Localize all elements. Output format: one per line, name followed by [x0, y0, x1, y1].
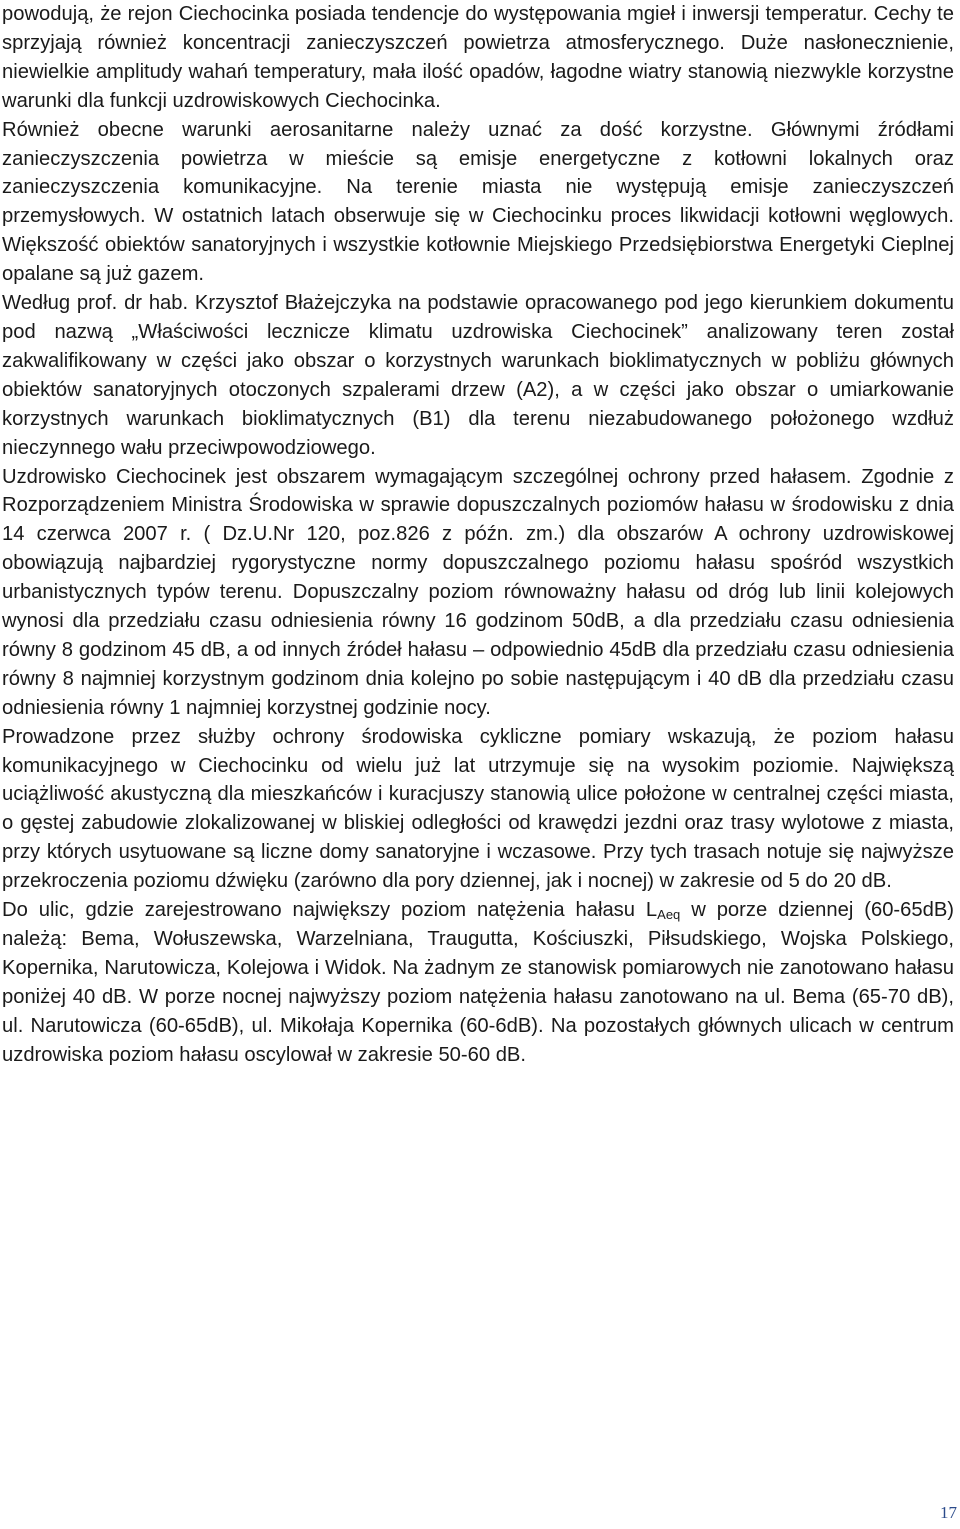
paragraph-air-quality: Również obecne warunki aerosanitarne należy uznać za dość korzystne. Głównymi źródłami zanieczyszczenia powietrza w mieście są emisje energetyczne z kotłowni lokalnych oraz zanieczyszczenia komunikacyjne. Na terenie miasta nie występują emisje zanieczyszczeń przemysłowych. W ostatnich latach obserwuje się w Ciechocinku proces likwidacji kotłowni węglowych. Większość obiektów sanatoryjnych i wszystkie kotłownie Miejskiego Przedsiębiorstwa Energetyki Cieplnej opalane są już gazem.	[2, 118, 954, 286]
paragraph-noise-regulations: Uzdrowisko Ciechocinek jest obszarem wymagającym szczególnej ochrony przed hałasem. Zgodnie z Rozporządzeniem Ministra Środowiska w sprawie dopuszczalnych poziomów hałasu w środowisku z dnia 14 czerwca 2007 r. ( Dz.U.Nr 120, poz.826 z późn. zm.) dla obszarów A ochrony uzdrowiskowej obowiązują najbardziej rygorystyczne normy dopuszczalnego poziomu hałasu spośród wszystkich urbanistycznych typów terenu. Dopuszczalny poziom równoważny hałasu od dróg lub linii kolejowych wynosi dla przedziału czasu odniesienia równy 16 godzinom 50dB, a dla przedziału czasu odniesienia równy 8 godzinom 45 dB, a od innych źródeł hałasu – odpowiednio 45dB dla przedziału czasu odniesienia równy 8 najmniej korzystnym godzinom dnia kolejno po sobie następującym i 40 dB dla przedziału czasu odniesienia równy 1 najmniej korzystnej godzinie nocy.	[2, 465, 954, 719]
noise-streets-text-start: Do ulic, gdzie zarejestrowano największy poziom natężenia hałasu L	[2, 899, 658, 922]
paragraph-noise-measurements: Prowadzone przez służby ochrony środowiska cykliczne pomiary wskazują, że poziom hałasu komunikacyjnego w Ciechocinku od wielu już lat utrzymuje się na wysokim poziomie. Największą uciążliwość akustyczną dla mieszkańców i kuracjuszy stanowią ulice położone w centralnej części miasta, o gęstej zabudowie zlokalizowanej w bliskiej odległości od krawędzi jezdni oraz trasy wylotowe z miasta, przy których usytuowane są liczne domy sanatoryjne i wczasowe. Przy tych trasach notuje się najwyższe przekroczenia poziomu dźwięku (zarówno dla pory dziennej, jak i nocnej) w zakresie od 5 do 20 dB.	[2, 725, 954, 893]
document-body	[2, 0, 954, 1070]
paragraph-noise-streets	[2, 896, 954, 1069]
laeq-subscript: Aeq	[657, 907, 681, 923]
noise-streets-text-end: w porze dziennej (60-65dB) należą: Bema, Wołuszewska, Warzelniana, Traugutta, Kościuszki, Piłsudskiego, Wojska Polskiego, Kopernika, Narutowicza, Kolejowa i Widok. Na żadnym ze stanowisk pomiarowych nie zanotowano hałasu poniżej 40 dB. W porze nocnej najwyższy poziom natężenia hałasu zanotowano na ul. Bema (65-70 dB), ul. Narutowicza (60-65dB), ul. Mikołaja Kopernika (60-6dB). Na pozostałych głównych ulicach w centrum uzdrowiska poziom hałasu oscylował w zakresie 50-60 dB.	[2, 899, 955, 1066]
paragraph-climate: powodują, że rejon Ciechocinka posiada tendencje do występowania mgieł i inwersji temperatur. Cechy te sprzyjają również koncentracji zanieczyszczeń powietrza atmosferycznego. Duże nasłonecznienie, niewielkie amplitudy wahań temperatury, mała ilość opadów, łagodne wiatry stanowią niezwykle korzystne warunki dla funkcji uzdrowiskowych Ciechocinka.	[2, 3, 954, 112]
page-number: 17	[940, 1503, 957, 1522]
paragraph-bioclimate: Według prof. dr hab. Krzysztof Błażejczyka na podstawie opracowanego pod jego kierunkiem dokumentu pod nazwą „Właściwości lecznicze klimatu uzdrowiska Ciechocinek” analizowany teren został zakwalifikowany w części jako obszar o korzystnych warunkach bioklimatycznych w pobliżu głównych obiektów sanatoryjnych otoczonych szpalerami drzew (A2), a w części jako obszar o umiarkowanie korzystnych warunkach bioklimatycznych (B1) dla terenu niezabudowanego położonego wzdłuż nieczynnego wału przeciwpowodziowego.	[2, 292, 954, 459]
